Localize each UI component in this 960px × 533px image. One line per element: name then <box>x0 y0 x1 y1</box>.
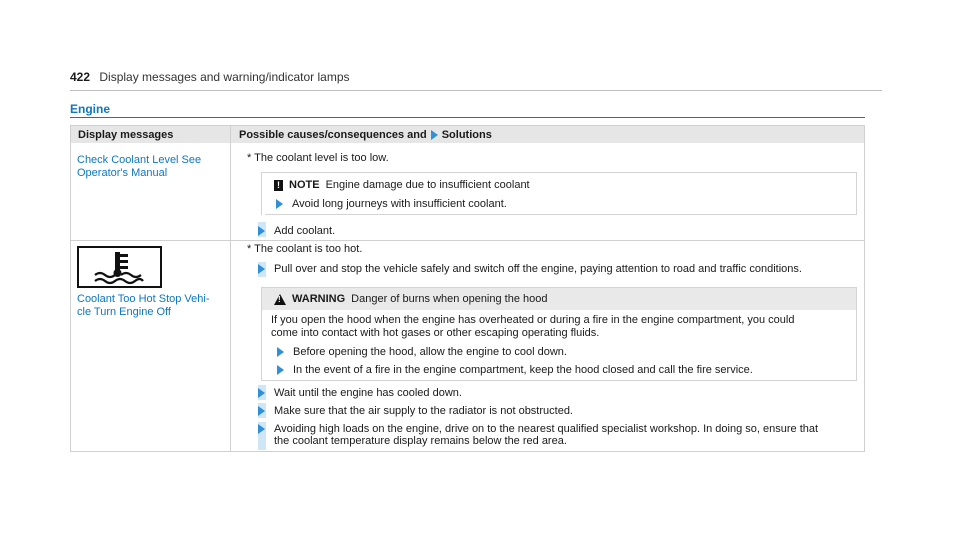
coolant-temperature-icon <box>77 246 162 288</box>
warning-triangle-icon <box>274 294 286 305</box>
step-text: Avoid long journeys with insufficient coolant. <box>292 198 507 210</box>
message-line: cle Turn Engine Off <box>77 306 171 318</box>
column-header-solutions-label: Solutions <box>441 129 492 141</box>
warning-line: If you open the hood when the engine has overheated or during a fire in the engine compartment, you could <box>271 314 795 326</box>
section-title: Engine <box>70 102 111 116</box>
warning-head <box>274 293 548 305</box>
warning-box <box>261 287 857 381</box>
warning-label: WARNING <box>292 293 346 305</box>
display-messages-table <box>70 125 865 452</box>
spacer <box>262 193 265 215</box>
solution-step <box>258 405 573 417</box>
column-header-causes <box>239 129 492 141</box>
row-divider <box>71 240 864 241</box>
warning-title: Danger of burns when opening the hood <box>351 293 548 305</box>
note-head <box>274 179 530 191</box>
step-text <box>274 423 818 447</box>
step-text: Before opening the hood, allow the engine to cool down. <box>293 346 567 358</box>
step-text: Add coolant. <box>274 225 336 237</box>
column-header-causes-label: Possible causes/consequences and <box>239 129 427 141</box>
message-line: Check Coolant Level See <box>77 154 202 166</box>
warning-text <box>271 314 794 340</box>
step-text: In the event of a fire in the engine compartment, keep the hood closed and call the fire service. <box>293 364 753 376</box>
column-divider <box>230 126 231 451</box>
step-arrow-icon <box>258 424 265 434</box>
note-step <box>276 198 507 210</box>
section-rule <box>70 117 865 118</box>
step-arrow-icon <box>258 226 265 236</box>
message-line: Operator's Manual <box>77 167 168 179</box>
warning-step <box>277 346 567 358</box>
column-header-display-messages: Display messages <box>78 129 174 141</box>
step-line: Avoiding high loads on the engine, drive on to the nearest qualified specialist workshop. In doing so, ensure that <box>274 423 819 435</box>
step-arrow-icon <box>258 406 265 416</box>
step-text: Pull over and stop the vehicle safely and switch off the engine, paying attention to road and traffic conditions. <box>274 263 802 275</box>
message-line: Coolant Too Hot Stop Vehi- <box>77 293 210 305</box>
page-running-title: Display messages and warning/indicator lamps <box>99 70 350 84</box>
note-label: NOTE <box>289 179 320 191</box>
message-check-coolant[interactable] <box>77 154 222 180</box>
message-coolant-too-hot[interactable] <box>77 293 222 319</box>
solution-step <box>258 387 462 399</box>
cause-text: * The coolant level is too low. <box>247 152 389 164</box>
page-header <box>70 70 882 91</box>
warning-step <box>277 364 753 376</box>
step-arrow-icon <box>277 365 284 375</box>
step-arrow-icon <box>277 347 284 357</box>
page-number: 422 <box>70 70 91 84</box>
note-text: Engine damage due to insufficient coolant <box>325 179 530 191</box>
step-text: Make sure that the air supply to the radiator is not obstructed. <box>274 405 573 417</box>
solution-arrow-icon <box>431 130 438 140</box>
exclamation-icon: ! <box>274 180 283 191</box>
cause-text: * The coolant is too hot. <box>247 243 363 255</box>
solution-step <box>258 423 818 447</box>
step-arrow-icon <box>258 264 265 274</box>
step-arrow-icon <box>258 388 265 398</box>
solution-step <box>258 263 802 275</box>
step-line: the coolant temperature display remains below the red area. <box>274 435 567 447</box>
warning-line: come into contact with hot gases or other escaping operating fluids. <box>271 327 600 339</box>
solution-step <box>258 225 335 237</box>
table-header <box>71 126 864 143</box>
step-text: Wait until the engine has cooled down. <box>274 387 462 399</box>
step-arrow-icon <box>276 199 283 209</box>
